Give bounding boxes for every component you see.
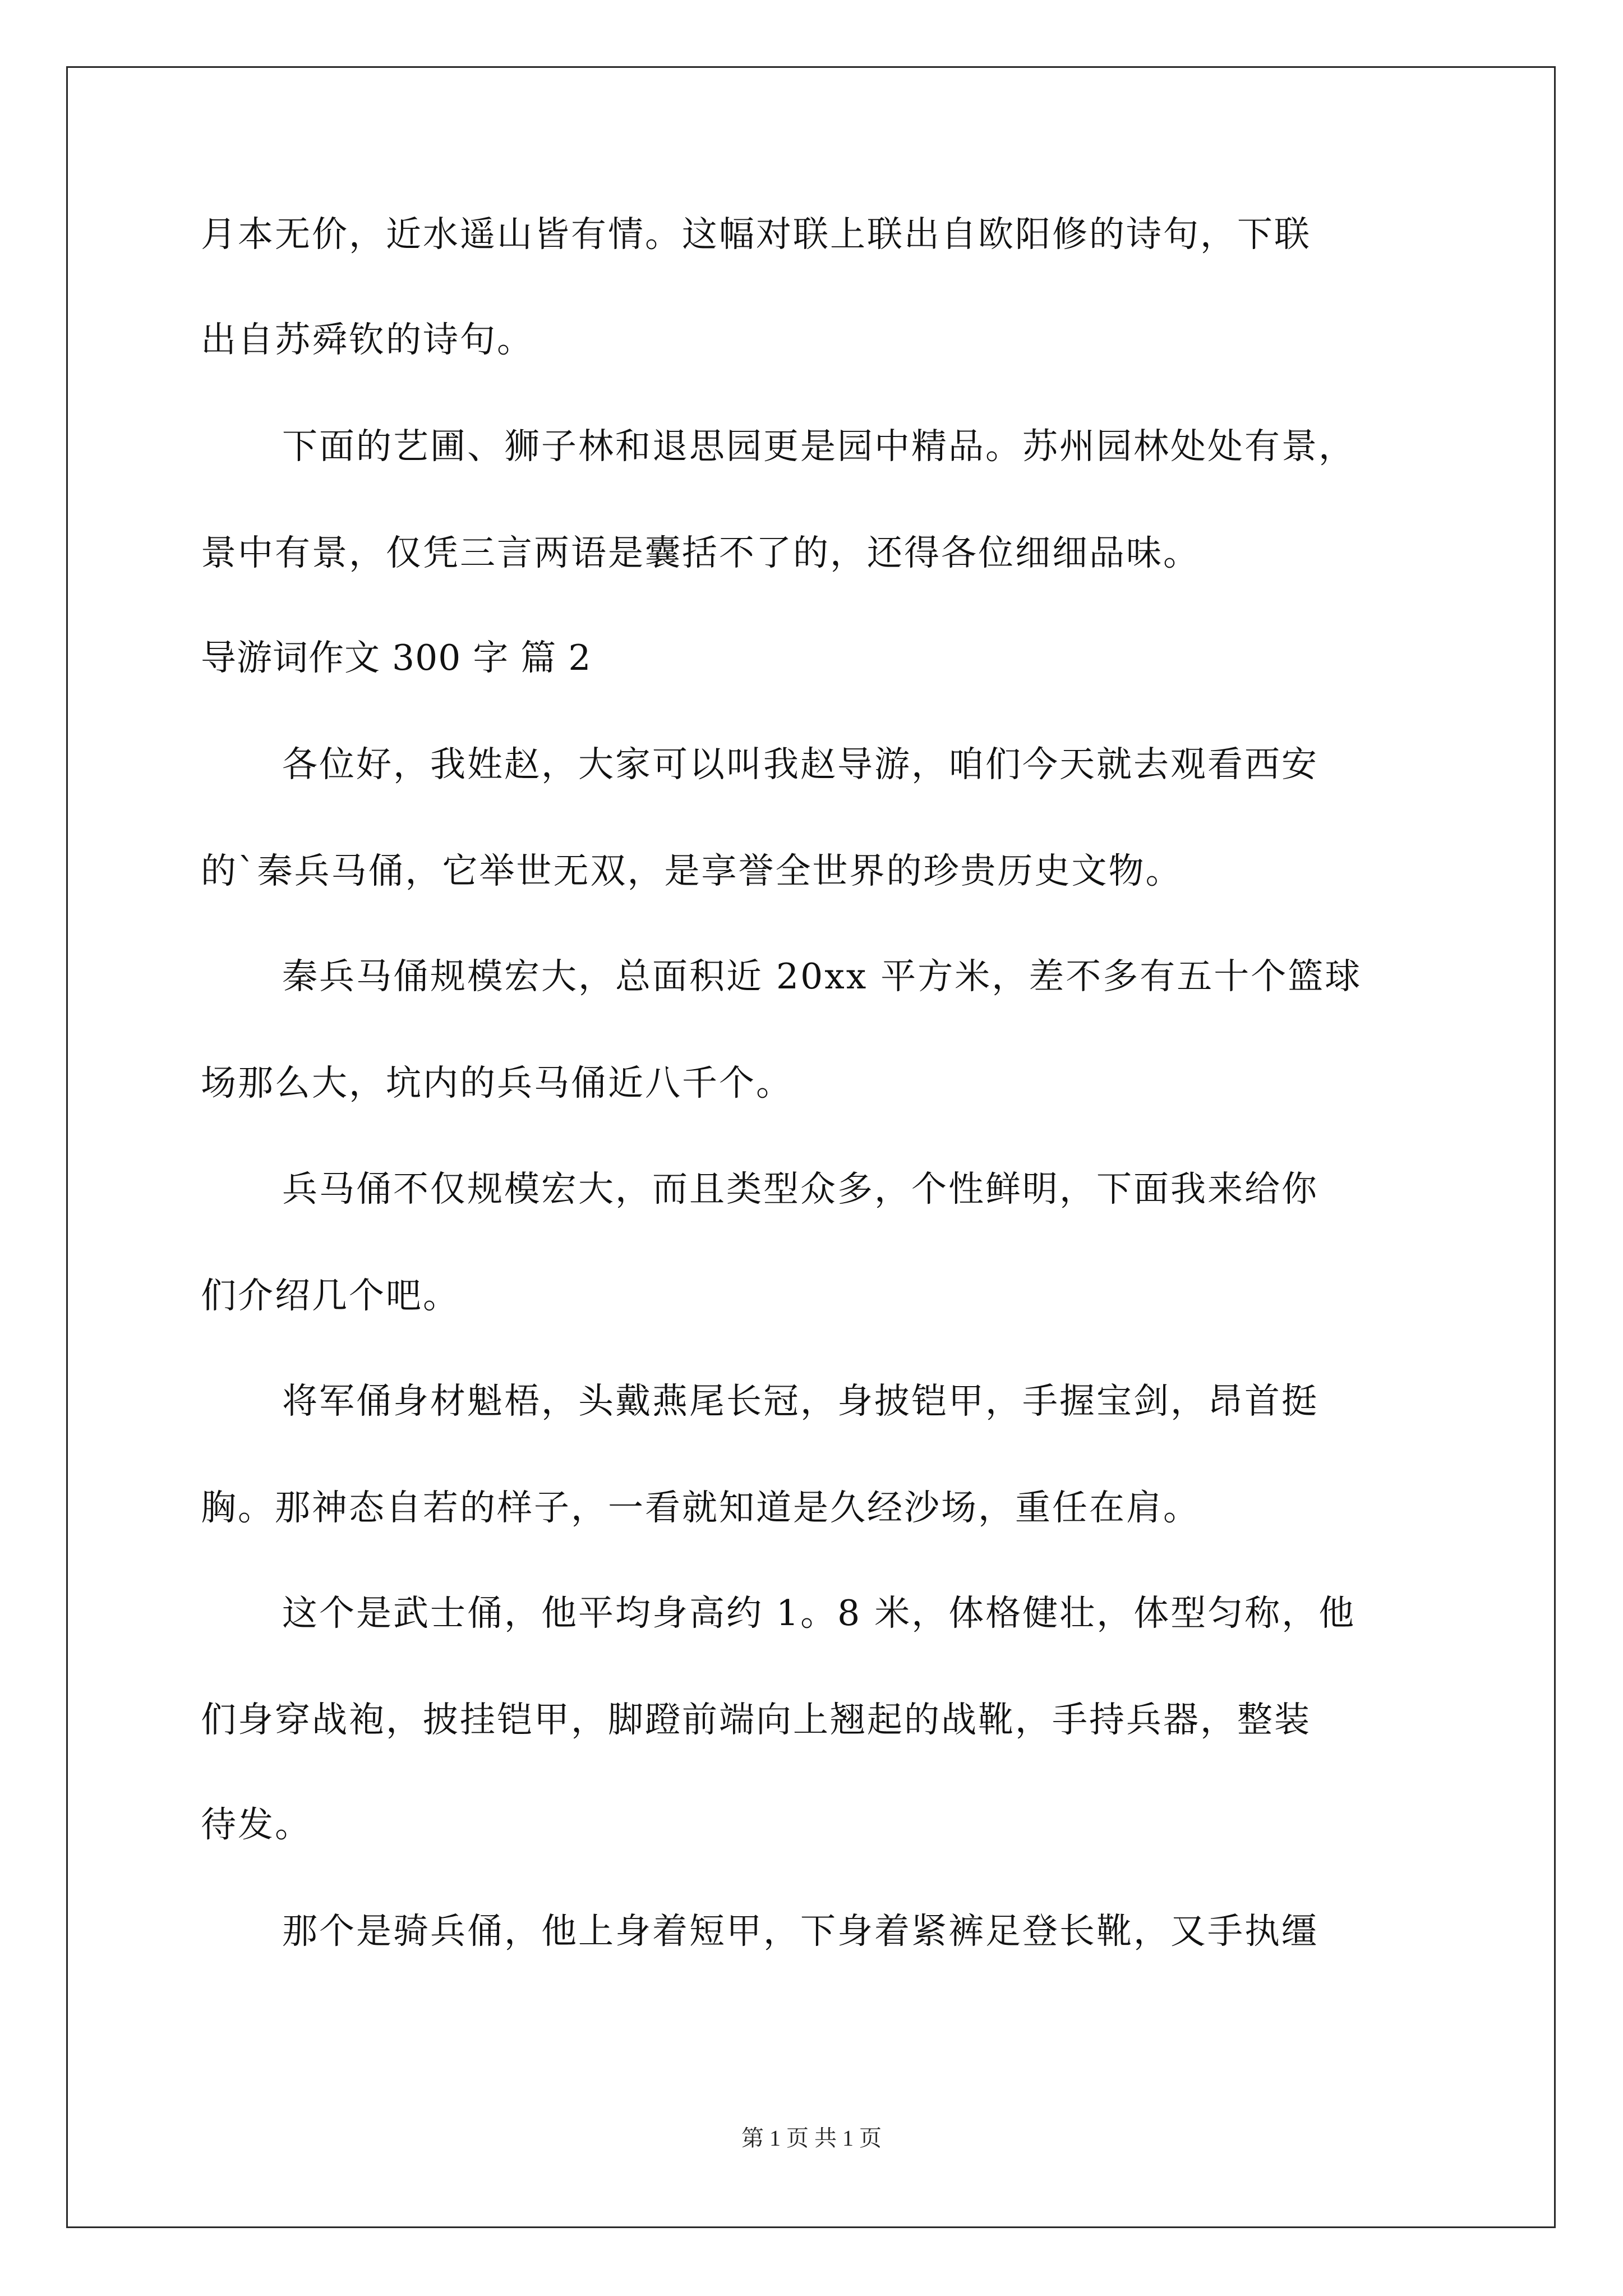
paragraph-start-line: 秦兵马俑规模宏大，总面积近 20xx 平方米，差不多有五十个篮球 — [282, 956, 1362, 997]
section-heading: 导游词作文 300 字 篇 2 — [201, 637, 592, 678]
text-line: 们介绍几个吧。 — [201, 1275, 460, 1316]
paragraph-start-line: 这个是武士俑，他平均身高约 1。8 米，体格健壮，体型匀称，他 — [282, 1593, 1356, 1634]
page-border — [66, 66, 1556, 2228]
text-line: 待发。 — [201, 1804, 312, 1845]
text-line: 场那么大，坑内的兵马俑近八千个。 — [201, 1062, 793, 1103]
paragraph-start-line: 兵马俑不仅规模宏大，而且类型众多，个性鲜明，下面我来给你 — [282, 1168, 1318, 1209]
paragraph-start-line: 将军俑身材魁梧，头戴燕尾长冠，身披铠甲，手握宝剑，昂首挺 — [282, 1381, 1318, 1421]
text-line: 胸。那神态自若的样子，一看就知道是久经沙场，重任在肩。 — [201, 1487, 1200, 1528]
paragraph-start-line: 那个是骑兵俑，他上身着短甲，下身着紧裤足登长靴，又手执缰 — [282, 1911, 1318, 1952]
paragraph-start-line: 下面的艺圃、狮子林和退思园更是园中精品。苏州园林处处有景， — [282, 426, 1355, 467]
text-line: 们身穿战袍，披挂铠甲，脚蹬前端向上翘起的战靴，手持兵器，整装 — [201, 1699, 1311, 1740]
page-number-footer: 第 1 页 共 1 页 — [741, 2125, 882, 2151]
text-line: 月本无价，近水遥山皆有情。这幅对联上联出自欧阳修的诗句，下联 — [201, 214, 1311, 255]
text-line: 的`秦兵马俑，它举世无双，是享誉全世界的珍贵历史文物。 — [201, 850, 1183, 891]
text-line: 景中有景，仅凭三言两语是囊括不了的，还得各位细细品味。 — [201, 532, 1200, 573]
text-line: 出自苏舜钦的诗句。 — [201, 319, 534, 360]
paragraph-start-line: 各位好，我姓赵，大家可以叫我赵导游，咱们今天就去观看西安 — [282, 744, 1318, 785]
